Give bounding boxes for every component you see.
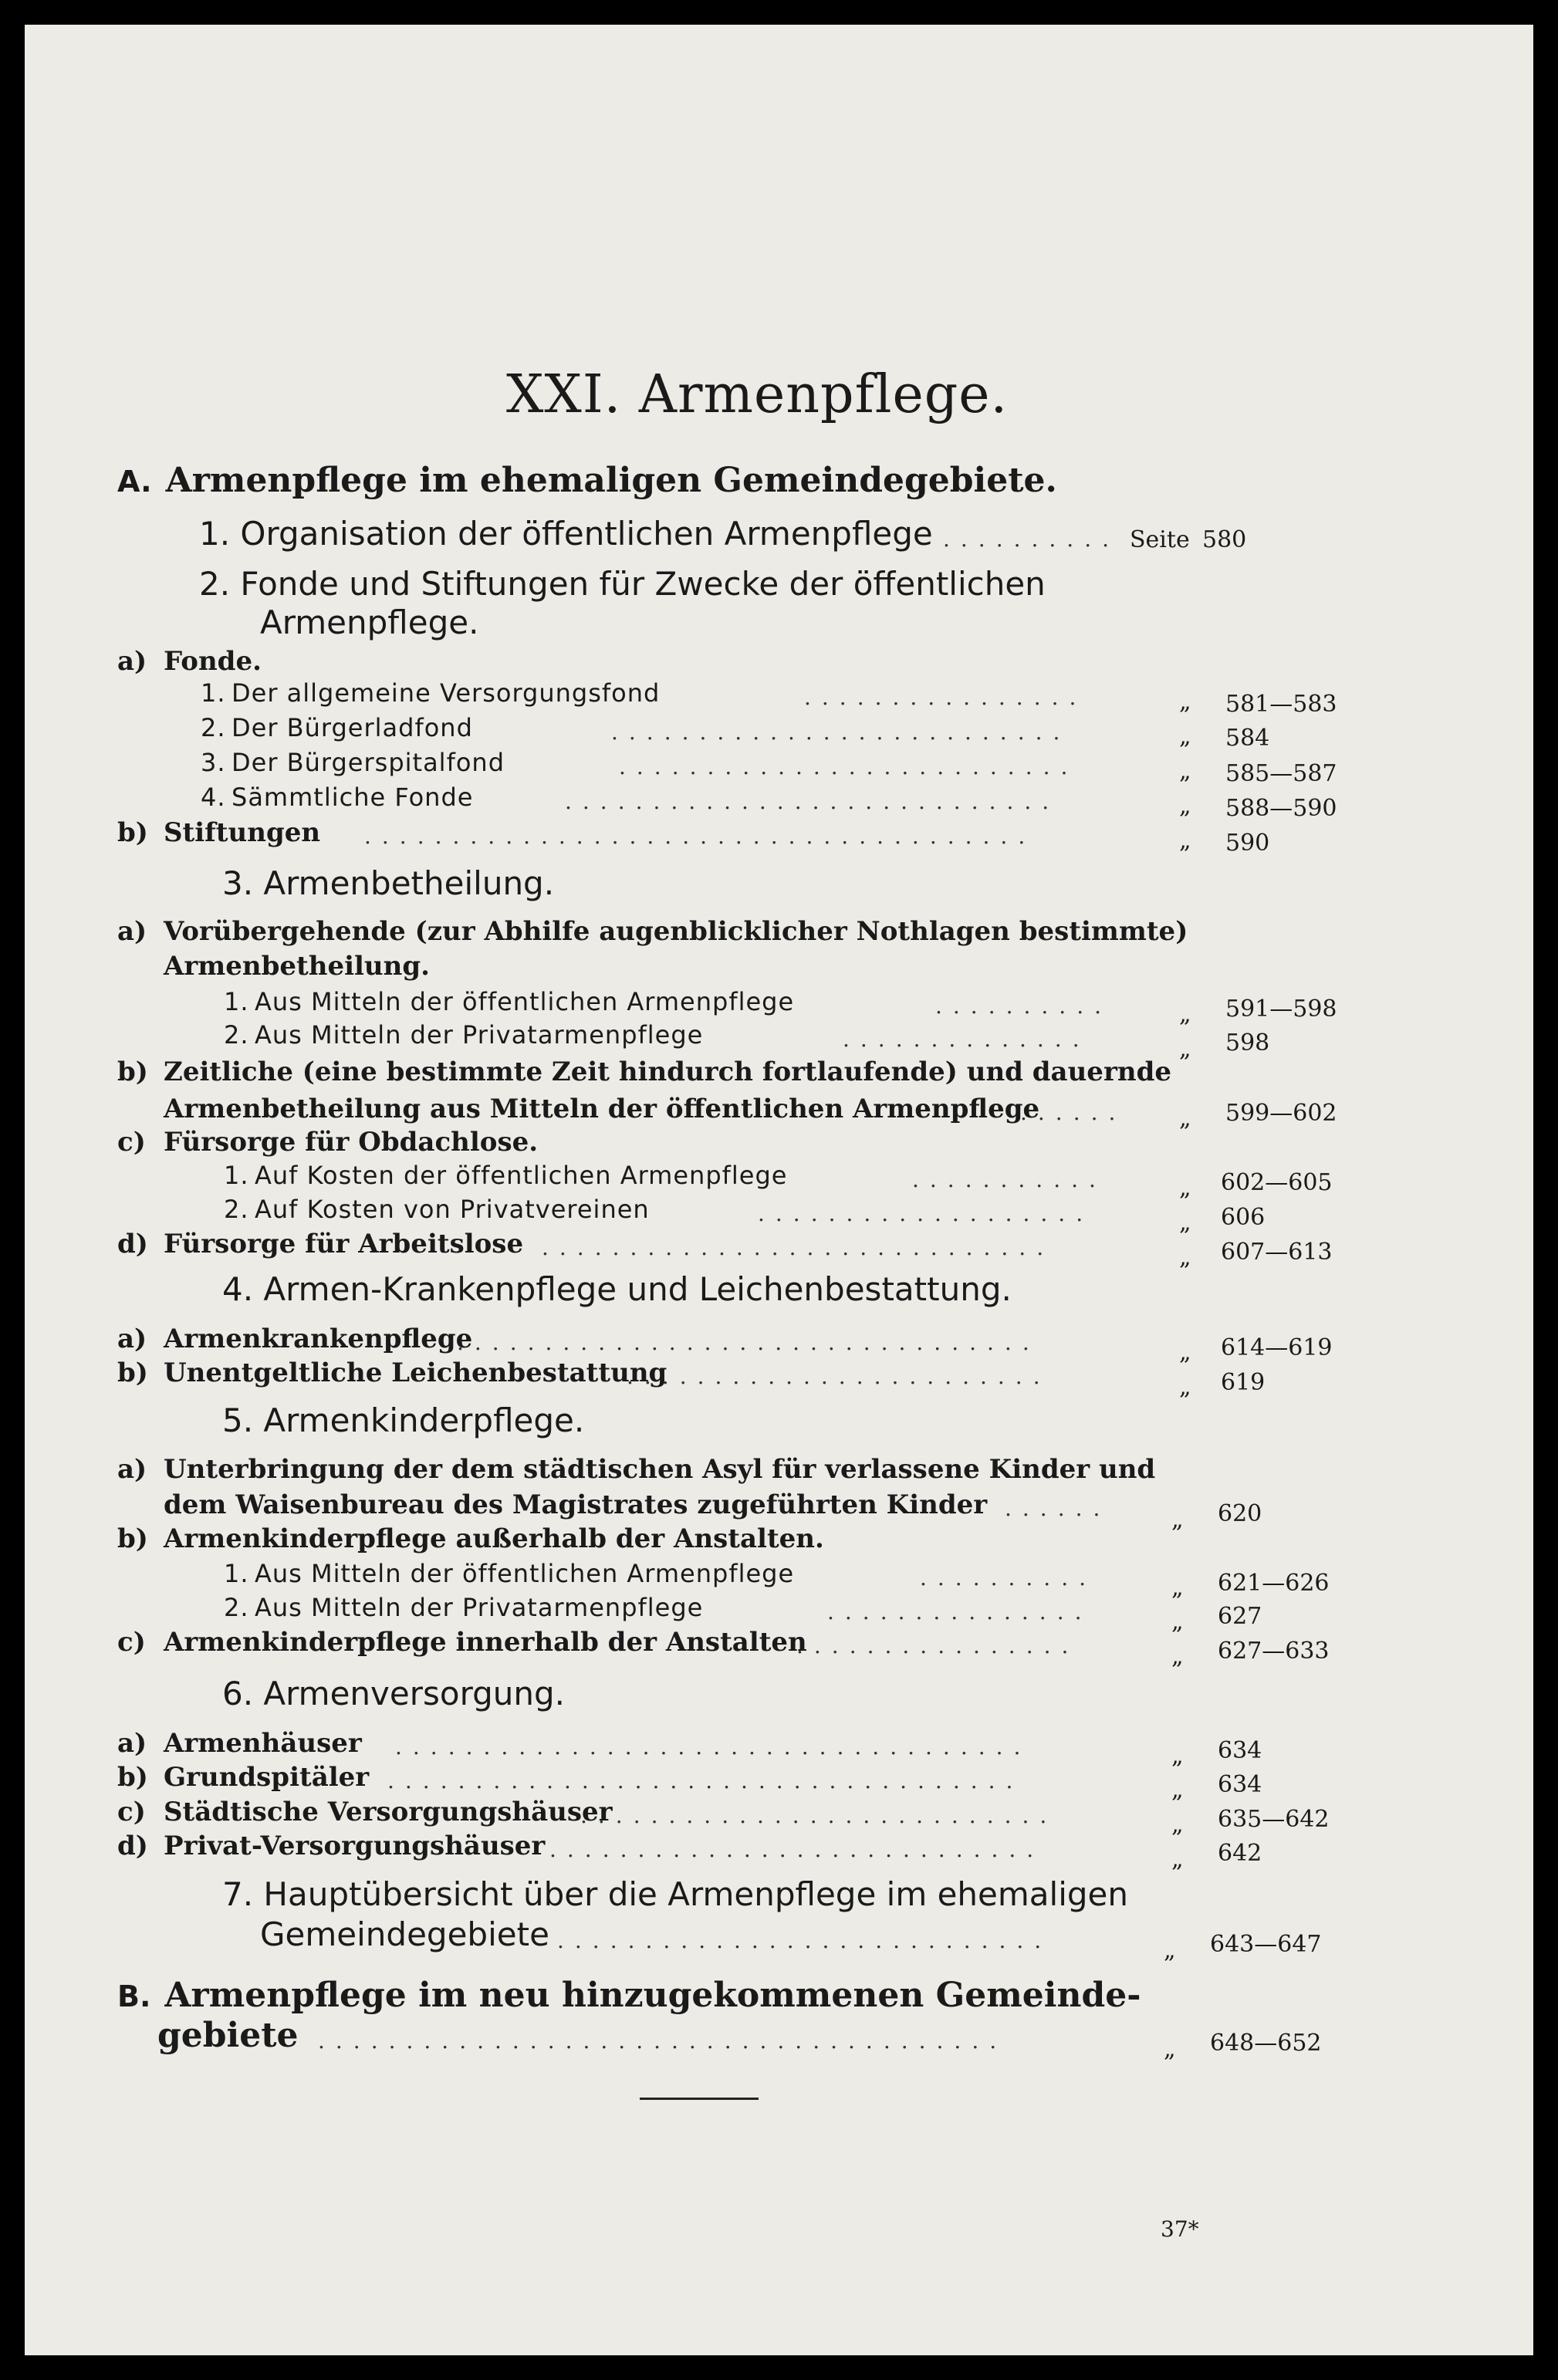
s1-heading: 1. Organisation der öffentlichen Armenpflege [199, 515, 933, 553]
s6-item-a [117, 1728, 362, 1759]
s5c-text: Armenkinderpflege innerhalb der Anstalten [164, 1627, 807, 1658]
s5a-text-line1: Unterbringung der dem städtischen Asyl für verlassene Kinder und [164, 1454, 1156, 1485]
s2a-item-2 [201, 713, 473, 742]
closing-rule [640, 2098, 759, 2100]
s3b-label: b) [117, 1056, 148, 1087]
s3a-item-1-ditto: „ [1179, 1001, 1191, 1028]
s3a-text-line1: Vorübergehende (zur Abhilfe augenblicklicher Nothlagen bestimmte) [164, 916, 1188, 947]
s5b-item-2-ditto: „ [1171, 1608, 1184, 1635]
s3a-item-1-dots: .......... [935, 993, 1113, 1016]
section-a-text: Armenpflege im ehemaligen Gemeindegebiete. [165, 461, 1057, 500]
s4a-line [117, 1324, 472, 1354]
section-b-page: 648—652 [1210, 2030, 1322, 2057]
s3a-item-2 [224, 1020, 703, 1050]
section-b-dots: ....................................... [318, 2028, 1008, 2051]
s7-page: 643—647 [1210, 1931, 1322, 1958]
section-b-text-line1: Armenpflege im neu hinzugekommenen Gemeinde- [164, 1976, 1141, 2015]
s3a-item-2-text: Aus Mitteln der Privatarmenpflege [255, 1020, 704, 1050]
s5a-page: 620 [1218, 1500, 1262, 1527]
s3-heading: 3. Armenbetheilung. [222, 864, 555, 902]
s3a-item-1-num: 1. [224, 987, 249, 1016]
s2-heading-line2: Armenpflege. [260, 603, 479, 641]
s2a-item-1-num: 1. [201, 678, 226, 708]
s3c-text: Fürsorge für Obdachlose. [164, 1127, 539, 1158]
section-a-heading [117, 461, 1057, 500]
s1-page: 580 [1202, 526, 1247, 553]
s6-item-d [117, 1831, 545, 1861]
s6-item-c [117, 1797, 613, 1827]
s3c-item-1-ditto: „ [1179, 1175, 1191, 1202]
s3d-line [117, 1229, 523, 1259]
s4a-page: 614—619 [1221, 1334, 1333, 1361]
s6-item-b-page: 634 [1218, 1771, 1262, 1798]
s4a-ditto: „ [1179, 1339, 1191, 1366]
section-b-heading-line2: gebiete [157, 2016, 299, 2055]
s5c-ditto: „ [1171, 1643, 1184, 1670]
s6-item-d-label: d) [117, 1831, 148, 1861]
s2a-item-4-ditto: „ [1179, 793, 1191, 820]
s4-heading: 4. Armen-Krankenpflege und Leichenbestattung. [222, 1270, 1012, 1308]
s6-item-c-dots: ........................... [580, 1803, 1058, 1826]
s2a-item-2-dots: .......................... [611, 719, 1071, 742]
s6-item-b-label: b) [117, 1762, 148, 1793]
s5-heading: 5. Armenkinderpflege. [222, 1401, 585, 1439]
s3c-item-2-text: Auf Kosten von Privatvereinen [255, 1195, 650, 1224]
s3c-item-2 [224, 1195, 650, 1224]
s2a-item-1-page: 581—583 [1225, 691, 1337, 718]
s4b-page: 619 [1221, 1369, 1266, 1396]
s2a-text: Fonde. [164, 646, 262, 677]
section-b-heading-line1 [117, 1976, 1141, 2015]
s3b-line2: Armenbetheilung aus Mitteln der öffentlichen Armenpflege [164, 1094, 1040, 1124]
s3a-item-1 [224, 987, 794, 1016]
s3b-text-line1: Zeitliche (eine bestimmte Zeit hindurch fortlaufende) und dauernde [164, 1056, 1171, 1087]
s6-item-b-text: Grundspitäler [164, 1762, 370, 1793]
s5a-line2: dem Waisenbureau des Magistrates zugeführten Kinder [164, 1489, 988, 1520]
s5a-ditto: „ [1171, 1506, 1184, 1533]
s3c-item-2-dots: ................... [758, 1201, 1094, 1224]
s3b-dots: ...... [1020, 1100, 1127, 1123]
s6-item-a-page: 634 [1218, 1737, 1262, 1764]
s4b-dots: ........................ [627, 1364, 1051, 1387]
s2b-ditto: „ [1179, 827, 1191, 854]
s3b-page: 599—602 [1225, 1100, 1337, 1127]
s3c-label: c) [117, 1127, 146, 1158]
s6-item-a-dots: .................................... [395, 1734, 1032, 1757]
s2a-item-2-ditto: „ [1179, 723, 1191, 750]
s2a-item-3-num: 3. [201, 748, 226, 777]
s2a-item-4-page: 588—590 [1225, 795, 1337, 822]
s3c-item-1-text: Auf Kosten der öffentlichen Armenpflege [255, 1161, 788, 1190]
s2a-item-4-num: 4. [201, 783, 226, 812]
s4b-label: b) [117, 1357, 148, 1388]
s3d-label: d) [117, 1229, 148, 1259]
s3a-item-1-text: Aus Mitteln der öffentlichen Armenpflege [255, 987, 795, 1016]
s3a-item-2-page: 598 [1225, 1029, 1270, 1056]
s6-item-c-ditto: „ [1171, 1811, 1184, 1838]
section-b-letter: B. [117, 1979, 151, 2013]
s2b-label: b) [117, 817, 148, 848]
s4b-text: Unentgeltliche Leichenbestattung [164, 1357, 667, 1388]
s2b-dots: ...................................... [364, 823, 1036, 847]
s5b-item-1-page: 621—626 [1218, 1570, 1330, 1597]
s6-item-a-label: a) [117, 1728, 147, 1759]
s2a-item-1 [201, 678, 660, 708]
s2a-heading [117, 646, 262, 677]
s5a-dots: ...... [1005, 1496, 1111, 1519]
s2a-label: a) [117, 646, 147, 677]
s5b-item-1-text: Aus Mitteln der öffentlichen Armenpflege [255, 1559, 795, 1588]
s3a-line2: Armenbetheilung. [164, 951, 430, 982]
s3b-ditto: „ [1179, 1105, 1191, 1132]
section-a-letter: A. [117, 465, 152, 499]
s2a-item-3-page: 585—587 [1225, 760, 1337, 787]
s5b-item-1-num: 1. [224, 1559, 249, 1588]
s6-item-c-label: c) [117, 1797, 146, 1827]
s3c-item-1 [224, 1161, 787, 1190]
s7-heading-line2: Gemeindegebiete [260, 1915, 549, 1953]
s6-heading: 6. Armenversorgung. [222, 1675, 566, 1712]
s7-heading-line1: 7. Hauptübersicht über die Armenpflege im ehemaligen [222, 1875, 1128, 1913]
s2a-item-2-page: 584 [1225, 725, 1270, 752]
s3c-item-1-page: 602—605 [1221, 1169, 1333, 1196]
s2a-item-3-ditto: „ [1179, 758, 1191, 785]
s2a-item-4 [201, 783, 473, 812]
s2a-item-1-text: Der allgemeine Versorgungsfond [232, 678, 661, 708]
s2-heading-line1: 2. Fonde und Stiftungen für Zwecke der öffentlichen [199, 565, 1046, 603]
section-b-ditto: „ [1164, 2036, 1176, 2063]
s2a-item-4-text: Sämmtliche Fonde [232, 783, 474, 812]
s3d-ditto: „ [1179, 1244, 1191, 1271]
s5c-label: c) [117, 1627, 146, 1658]
s3a-item-1-page: 591—598 [1225, 996, 1337, 1023]
s6-item-d-text: Privat-Versorgungshäuser [164, 1831, 546, 1861]
s5b-item-2-dots: ............... [827, 1599, 1093, 1622]
s6-item-b-ditto: „ [1171, 1777, 1184, 1804]
s5b-item-1-dots: .......... [920, 1565, 1097, 1588]
s3d-dots: ............................. [542, 1235, 1055, 1258]
s2a-item-2-num: 2. [201, 713, 226, 742]
s2a-item-1-dots: ................ [804, 685, 1087, 708]
s5b-item-2-text: Aus Mitteln der Privatarmenpflege [255, 1593, 704, 1622]
s3d-page: 607—613 [1221, 1239, 1333, 1266]
s7-ditto: „ [1164, 1937, 1176, 1964]
s6-item-b [117, 1762, 369, 1793]
s4b-ditto: „ [1179, 1374, 1191, 1401]
s5b-item-2 [224, 1593, 703, 1622]
s5b-item-1 [224, 1559, 794, 1588]
s3a-line1 [117, 916, 1188, 947]
s5b-text: Armenkinderpflege außerhalb der Anstalten. [164, 1523, 824, 1554]
s6-item-c-page: 635—642 [1218, 1806, 1330, 1833]
s2a-item-3-dots: .......................... [619, 754, 1079, 777]
s3c-item-2-page: 606 [1221, 1204, 1266, 1231]
s4b-line [117, 1357, 667, 1388]
s2b-text: Stiftungen [164, 817, 321, 848]
s5a-label: a) [117, 1454, 147, 1485]
s5b-heading [117, 1523, 824, 1554]
s2b-page: 590 [1225, 830, 1270, 857]
s2a-item-3-text: Der Bürgerspitalfond [232, 748, 505, 777]
s5c-page: 627—633 [1218, 1638, 1330, 1665]
s3a-item-2-dots: .............. [843, 1026, 1090, 1050]
s7-dots: ............................ [557, 1928, 1053, 1951]
s5a-line1 [117, 1454, 1155, 1485]
s1-seite-label: Seite [1130, 526, 1190, 553]
s6-item-d-page: 642 [1218, 1840, 1262, 1867]
s3d-text: Fürsorge für Arbeitslose [164, 1229, 524, 1259]
s5c-dots: ................ [796, 1633, 1080, 1656]
s6-item-b-dots: .................................... [387, 1768, 1024, 1791]
s6-item-d-ditto: „ [1171, 1846, 1184, 1873]
s5c-line [117, 1627, 807, 1658]
s2a-item-1-ditto: „ [1179, 688, 1191, 715]
folio-number: 37* [1161, 2216, 1199, 2242]
s4a-dots: ................................. [457, 1330, 1040, 1353]
s6-item-a-text: Armenhäuser [164, 1728, 362, 1759]
s6-item-c-text: Städtische Versorgungshäuser [164, 1797, 613, 1827]
s5b-item-2-num: 2. [224, 1593, 249, 1622]
s1-leader-dots: .......... [943, 526, 1120, 549]
s5b-item-1-ditto: „ [1171, 1574, 1184, 1601]
s3a-item-2-num: 2. [224, 1020, 249, 1050]
s3c-item-1-num: 1. [224, 1161, 249, 1190]
s4a-label: a) [117, 1324, 147, 1354]
s3c-item-2-ditto: „ [1179, 1209, 1191, 1236]
page-sheet [25, 25, 1533, 2355]
s3a-label: a) [117, 916, 147, 947]
s3c-item-2-num: 2. [224, 1195, 249, 1224]
s2b-line [117, 817, 320, 848]
s5b-item-2-page: 627 [1218, 1603, 1262, 1630]
s2a-item-4-dots: ............................ [565, 789, 1060, 812]
s5b-label: b) [117, 1523, 148, 1554]
s6-item-d-dots: ............................ [549, 1837, 1045, 1860]
s3b-line1 [117, 1056, 1171, 1087]
s2a-item-3 [201, 748, 505, 777]
s2a-item-2-text: Der Bürgerladfond [232, 713, 473, 742]
s3c-item-1-dots: ........... [912, 1167, 1107, 1190]
s6-item-a-ditto: „ [1171, 1743, 1184, 1770]
page-title: XXI. Armenpflege. [506, 364, 1009, 425]
s3a-item-2-ditto: „ [1179, 1036, 1191, 1063]
s3c-heading [117, 1127, 538, 1158]
s4a-text: Armenkrankenpflege [164, 1324, 473, 1354]
